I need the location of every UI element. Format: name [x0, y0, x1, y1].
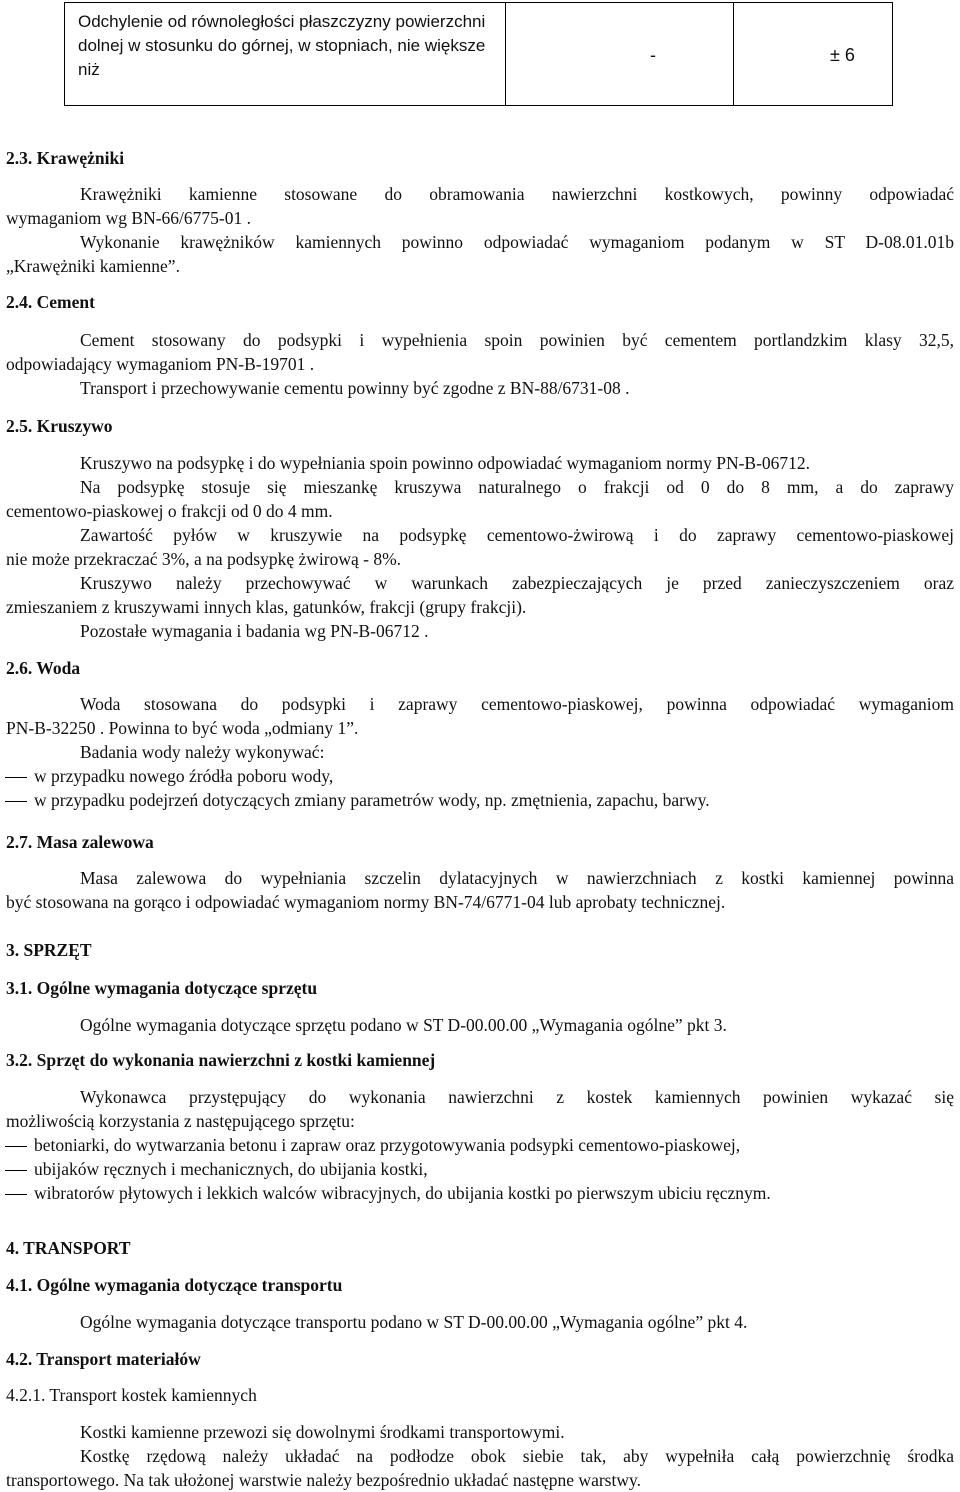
- s41-p1: Ogólne wymagania dotyczące transportu podano w ST D-00.00.00 „Wymagania ogólne” pkt 4.: [80, 1312, 748, 1332]
- s25-p3-line2: nie może przekraczać 3%, a na podsypkę żwirową - 8%.: [6, 549, 402, 569]
- table-cell-col3: [734, 3, 892, 105]
- s25-p2-line2: cementowo-piaskowej o frakcji od 0 do 4 mm.: [6, 501, 333, 521]
- s24-p1-line2: odpowiadający wymaganiom PN-B-19701 .: [6, 354, 315, 374]
- s26-item-1: w przypadku nowego źródła poboru wody,: [34, 766, 334, 786]
- bullet-dash: [5, 1170, 27, 1171]
- s26-p1-line2: PN-B-32250 . Powinna to być woda „odmiany 1”.: [6, 718, 359, 738]
- s25-p4-line2: zmieszaniem z kruszywami innych klas, gatunków, frakcji (grupy frakcji).: [6, 597, 527, 617]
- s26-item-2: w przypadku podejrzeń dotyczących zmiany parametrów wody, np. zmętnienia, zapachu, barwy.: [34, 790, 710, 810]
- heading-2-4: 2.4. Cement: [6, 292, 95, 312]
- s32-item-3: wibratorów płytowych i lekkich walców wibracyjnych, do ubijania kostki po pierwszym ubiciu ręcznym.: [34, 1183, 771, 1203]
- table-value-col3: ± 6: [830, 45, 855, 65]
- s23-p2-line2: „Krawężniki kamienne”.: [6, 256, 180, 276]
- tolerance-table: [64, 2, 893, 106]
- bullet-dash: [5, 801, 27, 802]
- s25-p1: Kruszywo na podsypkę i do wypełniania spoin powinno odpowiadać wymaganiom normy PN-B-06712.: [80, 453, 811, 473]
- s27-p1-line2: być stosowana na gorąco i odpowiadać wymaganiom normy BN-74/6771-04 lub aprobaty technicznej.: [6, 892, 726, 912]
- s27-p1-line1: Masa zalewowa do wypełniania szczelin dylatacyjnych w nawierzchniach z kostki kamiennej powinna: [80, 868, 954, 888]
- table-row-label: Odchylenie od równoległości płaszczyzny powierzchni dolnej w stosunku do górnej, w stopniach, nie większe niż: [65, 3, 506, 105]
- s25-p4-line1: Kruszywo należy przechowywać w warunkach zabezpieczających je przed zanieczyszczeniem oraz: [80, 573, 954, 593]
- s32-item-1: betoniarki, do wytwarzania betonu i zapraw oraz przygotowywania podsypki cementowo-piaskowej,: [34, 1135, 741, 1155]
- heading-4: 4. TRANSPORT: [6, 1238, 131, 1258]
- heading-3-1: 3.1. Ogólne wymagania dotyczące sprzętu: [6, 978, 318, 998]
- s25-p3-line1: Zawartość pyłów w kruszywie na podsypkę cementowo-żwirową i do zaprawy cementowo-piaskowej: [80, 525, 954, 545]
- heading-2-7: 2.7. Masa zalewowa: [6, 832, 154, 852]
- s26-p2: Badania wody należy wykonywać:: [80, 742, 325, 762]
- heading-4-2-1: 4.2.1. Transport kostek kamiennych: [6, 1385, 257, 1405]
- heading-3-2: 3.2. Sprzęt do wykonania nawierzchni z kostki kamiennej: [6, 1050, 436, 1070]
- s24-p1-line1: Cement stosowany do podsypki i wypełnienia spoin powinien być cementem portlandzkim klasy 32,5,: [80, 330, 954, 350]
- s32-p1-line2: możliwością korzystania z następującego sprzętu:: [6, 1111, 355, 1131]
- s26-p1-line1: Woda stosowana do podsypki i zaprawy cementowo-piaskowej, powinna odpowiadać wymaganiom: [80, 694, 954, 714]
- table-cell-col2: [506, 3, 734, 105]
- s23-p2-line1: Wykonanie krawężników kamiennych powinno odpowiadać wymaganiom podanym w ST D-08.01.01b: [80, 232, 954, 252]
- s31-p1: Ogólne wymagania dotyczące sprzętu podano w ST D-00.00.00 „Wymagania ogólne” pkt 3.: [80, 1015, 727, 1035]
- table-value-col2: -: [650, 45, 656, 65]
- s421-p1: Kostki kamienne przewozi się dowolnymi środkami transportowymi.: [80, 1422, 565, 1442]
- heading-2-6: 2.6. Woda: [6, 658, 81, 678]
- bullet-dash: [5, 1194, 27, 1195]
- heading-2-5: 2.5. Kruszywo: [6, 416, 113, 436]
- s421-p2-line1: Kostkę rzędową należy układać na podłodze obok siebie tak, aby wypełniła całą powierzchnię środka: [80, 1446, 954, 1466]
- s32-p1-line1: Wykonawca przystępujący do wykonania nawierzchni z kostek kamiennych powinien wykazać się: [80, 1087, 954, 1107]
- bullet-dash: [5, 777, 27, 778]
- s32-item-2: ubijaków ręcznych i mechanicznych, do ubijania kostki,: [34, 1159, 428, 1179]
- s421-p2-line2: transportowego. Na tak ułożonej warstwie należy bezpośrednio układać następne warstwy.: [6, 1470, 641, 1490]
- heading-3: 3. SPRZĘT: [6, 940, 92, 960]
- s25-p2-line1: Na podsypkę stosuje się mieszankę kruszywa naturalnego o frakcji od 0 do 8 mm, a do zaprawy: [80, 477, 954, 497]
- s24-p2: Transport i przechowywanie cementu powinny być zgodne z BN-88/6731-08 .: [80, 378, 630, 398]
- heading-4-2: 4.2. Transport materiałów: [6, 1349, 201, 1369]
- heading-2-3: 2.3. Krawężniki: [6, 148, 125, 168]
- bullet-dash: [5, 1146, 27, 1147]
- s23-p1-line2: wymaganiom wg BN-66/6775-01 .: [6, 208, 251, 228]
- s23-p1-line1: Krawężniki kamienne stosowane do obramowania nawierzchni kostkowych, powinny odpowiadać: [80, 184, 954, 204]
- heading-4-1: 4.1. Ogólne wymagania dotyczące transportu: [6, 1275, 343, 1295]
- s25-p5: Pozostałe wymagania i badania wg PN-B-06712 .: [80, 621, 429, 641]
